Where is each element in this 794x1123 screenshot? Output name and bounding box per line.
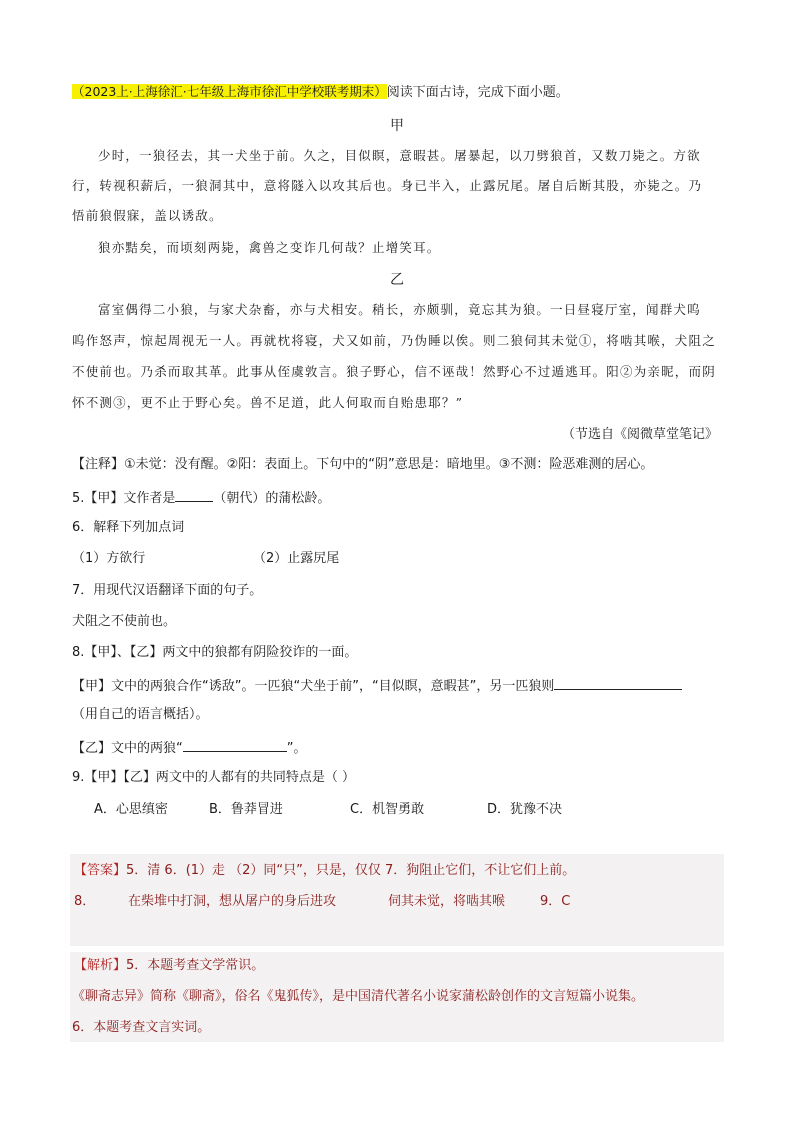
question-9: 9.【甲】【乙】两文中的人都有的共同特点是（ ） — [72, 770, 356, 785]
question-7: 7．用现代汉语翻译下面的句子。 — [72, 583, 263, 598]
passage-a-line-2: 行，转视积薪后，一狼洞其中，意将隧入以攻其后也。身已半入，止露尻尾。屠自后断其股，亦毙之。乃 — [72, 178, 703, 193]
passage-b-line-2: 呜作怒声，惊起周视无一人。再就枕将寝，犬又如前，乃伪睡以俟。则二狼伺其未觉①，将啮其喉，犬阻之 — [72, 333, 716, 348]
question-6: 6．解释下列加点词 — [72, 520, 185, 535]
answer-blank[interactable] — [554, 675, 682, 690]
passage-b-source: （节选自《阅微草堂笔记》 — [561, 427, 718, 442]
answer-blank[interactable] — [183, 737, 287, 752]
passage-a-title: 甲 — [390, 118, 404, 134]
question-5: 5.【甲】文作者是 （朝代）的蒲松龄。 — [72, 487, 330, 509]
analysis-line-2: 《聊斋志异》简称《聊斋》，俗名《鬼狐传》，是中国清代著名小说家蒲松龄创作的文言短篇小说集。 — [72, 989, 645, 1004]
answer-line-2: 8． — [74, 894, 96, 909]
question-8: 8.【甲】、【乙】两文中的狼都有阴险狡诈的一面。 — [72, 645, 358, 660]
option-d[interactable]: D．犹豫不决 — [487, 802, 563, 817]
question-6-item-1: （1）方欲行 — [72, 551, 146, 566]
passage-b-line-4: 怀不测③，更不止于野心矣。兽不足道，此人何取而自贻患耶？” — [72, 395, 464, 410]
answer-9: 9．C — [540, 894, 571, 909]
answer-8-part-1: 在柴堆中打洞，想从屠户的身后进攻 — [128, 894, 337, 909]
source-highlight: （2023上·上海徐汇·七年级上海市徐汇中学校联考期末） — [72, 84, 387, 99]
answer-8-part-2: 伺其未觉，将啮其喉 — [388, 894, 506, 909]
question-header — [72, 82, 569, 103]
answer-line-1: 【答案】5．清 6．(1）走 （2）同“只”，只是，仅仅 7．狗阻止它们，不让它们上前。 — [74, 863, 576, 878]
passage-b-line-1: 富室偶得二小狼，与家犬杂畜，亦与犬相安。稍长，亦颇驯，竟忘其为狼。一日昼寝厅室，闻群犬呜 — [98, 302, 701, 317]
passage-b-line-3: 不使前也。乃杀而取其革。此事从侄虞敦言。狼子野心，信不诬哉！然野心不过遁逃耳。阳②为亲昵，而阴 — [72, 364, 716, 379]
option-a[interactable]: A．心思缜密 — [94, 802, 168, 817]
notes: 【注释】①未觉：没有醒。②阳：表面上。下句中的“阴”意思是：暗地里。③不测：险恶难测的居心。 — [72, 457, 654, 472]
option-c[interactable]: C．机智勇敢 — [350, 802, 425, 817]
question-8-a-note: （用自己的语言概括）。 — [72, 707, 209, 722]
analysis-line-1: 【解析】5．本题考查文学常识。 — [74, 958, 265, 973]
passage-a-line-1: 少时，一狼径去，其一犬坐于前。久之，目似瞑，意暇甚。屠暴起，以刀劈狼首，又数刀毙之。方欲 — [98, 148, 701, 163]
instruction-text: 阅读下面古诗，完成下面小题。 — [386, 85, 569, 100]
question-8-a: 【甲】文中的两狼合作“诱敌”。一匹狼“犬坐于前”，“目似瞑，意暇甚”，另一匹狼则 — [72, 675, 682, 697]
option-b[interactable]: B．鲁莽冒进 — [209, 802, 283, 817]
analysis-line-3: 6．本题考查文言实词。 — [72, 1020, 211, 1035]
answer-blank[interactable] — [175, 487, 213, 502]
question-7-sentence: 犬阻之不使前也。 — [72, 614, 177, 629]
passage-a-line-3: 悟前狼假寐，盖以诱敌。 — [72, 208, 223, 223]
question-8-b: 【乙】文中的两狼“ ”。 — [72, 737, 307, 759]
passage-b-title: 乙 — [390, 272, 404, 288]
passage-a-line-4: 狼亦黠矣，而顷刻两毙，禽兽之变诈几何哉？止增笑耳。 — [98, 240, 441, 255]
question-6-item-2: （2）止露尻尾 — [253, 551, 340, 566]
